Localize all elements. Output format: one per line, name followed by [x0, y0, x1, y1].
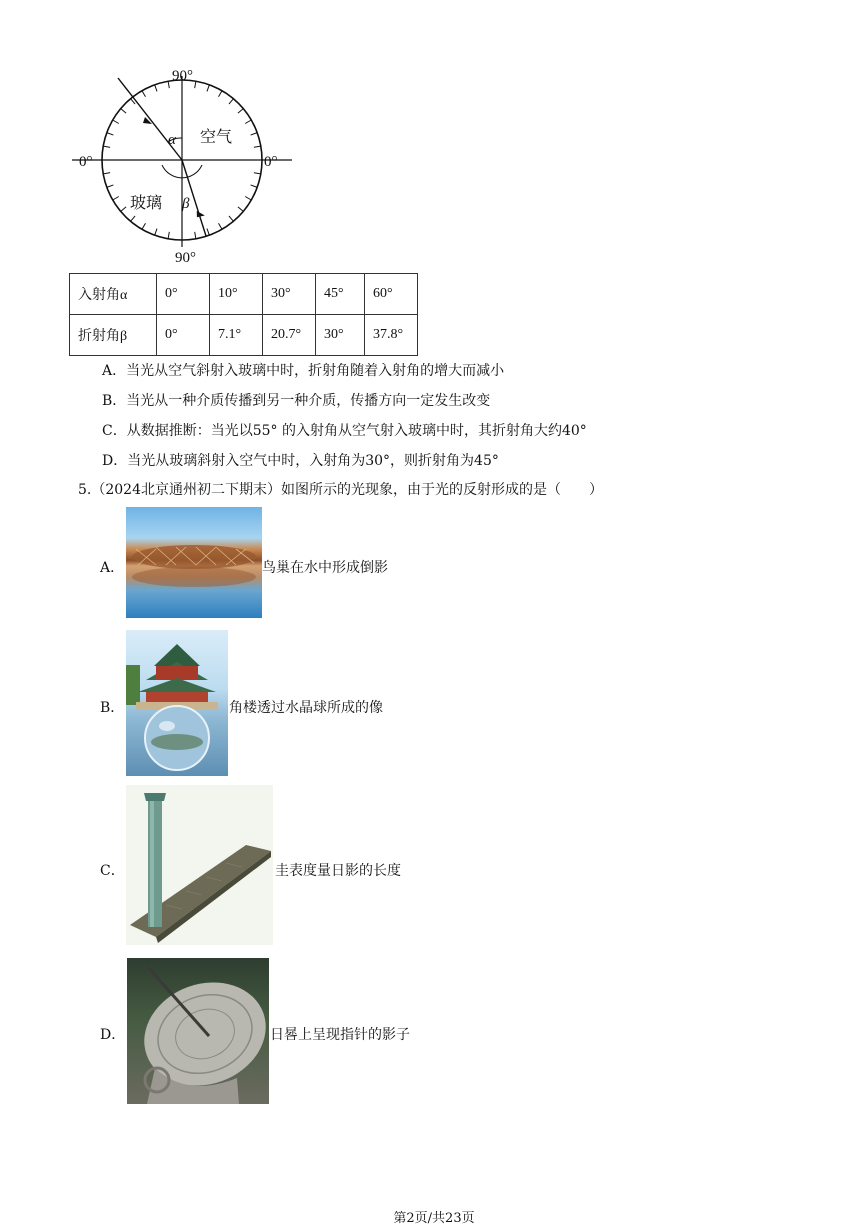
protractor-tick	[229, 99, 233, 104]
choice-d-letter: D．	[100, 1027, 126, 1043]
angle-label-top: 90°	[172, 68, 193, 84]
protractor-tick	[238, 207, 243, 211]
refraction-diagram	[72, 62, 292, 267]
protractor-tick	[155, 229, 157, 236]
row-header: 折射角β	[70, 315, 157, 356]
protractor-tick	[107, 133, 114, 135]
protractor-tick	[103, 146, 110, 147]
sundial-image	[127, 958, 269, 1104]
table-row	[70, 274, 418, 315]
medium-label-air: 空气	[200, 129, 233, 146]
angle-label-right: 0°	[264, 154, 278, 170]
protractor-tick	[168, 232, 169, 239]
choice-d-text: 日晷上呈现指针的影子	[270, 1027, 410, 1043]
protractor-tick	[121, 109, 126, 113]
protractor-tick	[142, 223, 146, 229]
choice-c-text: 圭表度量日影的长度	[275, 863, 401, 879]
protractor-tick	[155, 85, 157, 92]
table-cell: 30°	[263, 274, 316, 315]
angle-label-bottom: 90°	[175, 250, 196, 266]
light-rays	[118, 78, 206, 236]
angle-data-table	[69, 273, 418, 356]
choice-a-letter: A．	[100, 560, 125, 576]
question-5-stem: 5.（2024北京通州初二下期末）如图所示的光现象，由于光的反射形成的是（ ）	[78, 482, 603, 498]
table-cell: 0°	[157, 315, 210, 356]
option-b: B．当光从一种介质传播到另一种介质，传播方向一定发生改变	[102, 393, 491, 409]
option-d: D．当光从玻璃斜射入空气中时，入射角为30°，则折射角为45°	[102, 453, 499, 469]
protractor-tick	[219, 223, 223, 229]
option-a: A．当光从空气斜射入玻璃中时，折射角随着入射角的增大而减小	[102, 363, 505, 379]
protractor-tick	[254, 173, 261, 174]
protractor-tick	[251, 185, 258, 187]
table-cell: 37.8°	[365, 315, 418, 356]
birds-nest-reflection-image	[126, 507, 262, 618]
table-cell: 60°	[365, 274, 418, 315]
protractor-tick	[238, 109, 243, 113]
protractor-tick	[254, 146, 261, 147]
protractor-tick	[251, 133, 258, 135]
beta-label: β	[182, 196, 190, 212]
protractor-tick	[113, 197, 119, 201]
gnomon-image	[126, 785, 273, 945]
protractor-tick	[207, 229, 209, 236]
choice-b-letter: B．	[100, 700, 125, 716]
protractor-tick	[219, 91, 223, 97]
protractor-tick	[245, 120, 251, 124]
table-cell: 20.7°	[263, 315, 316, 356]
protractor-tick	[142, 91, 146, 97]
protractor-tick	[131, 216, 135, 221]
protractor-tick	[113, 120, 119, 124]
protractor-tick	[168, 81, 169, 88]
choice-a-text: 鸟巢在水中形成倒影	[262, 560, 388, 576]
angle-label-left: 0°	[79, 154, 93, 170]
medium-label-glass: 玻璃	[130, 195, 163, 212]
table-cell: 30°	[316, 315, 365, 356]
corner-tower-crystal-ball-image	[126, 630, 228, 776]
choice-b-text: 角楼透过水晶球所成的像	[229, 700, 383, 716]
protractor-tick	[103, 173, 110, 174]
table-cell: 0°	[157, 274, 210, 315]
protractor-tick	[195, 81, 196, 88]
choice-c-letter: C．	[100, 863, 125, 879]
protractor-tick	[207, 85, 209, 92]
protractor-tick	[121, 207, 126, 211]
option-c: C．从数据推断：当光以55° 的入射角从空气射入玻璃中时，其折射角大约40°	[102, 423, 587, 439]
protractor-tick	[107, 185, 114, 187]
table-cell: 7.1°	[210, 315, 263, 356]
alpha-label: α	[168, 132, 176, 148]
table-cell: 10°	[210, 274, 263, 315]
table-cell: 45°	[316, 274, 365, 315]
page-footer: 第2页/共23页	[393, 1211, 475, 1226]
protractor-tick	[195, 232, 196, 239]
row-header: 入射角α	[70, 274, 157, 315]
table-row	[70, 315, 418, 356]
protractor-tick	[229, 216, 233, 221]
protractor-tick	[245, 197, 251, 201]
